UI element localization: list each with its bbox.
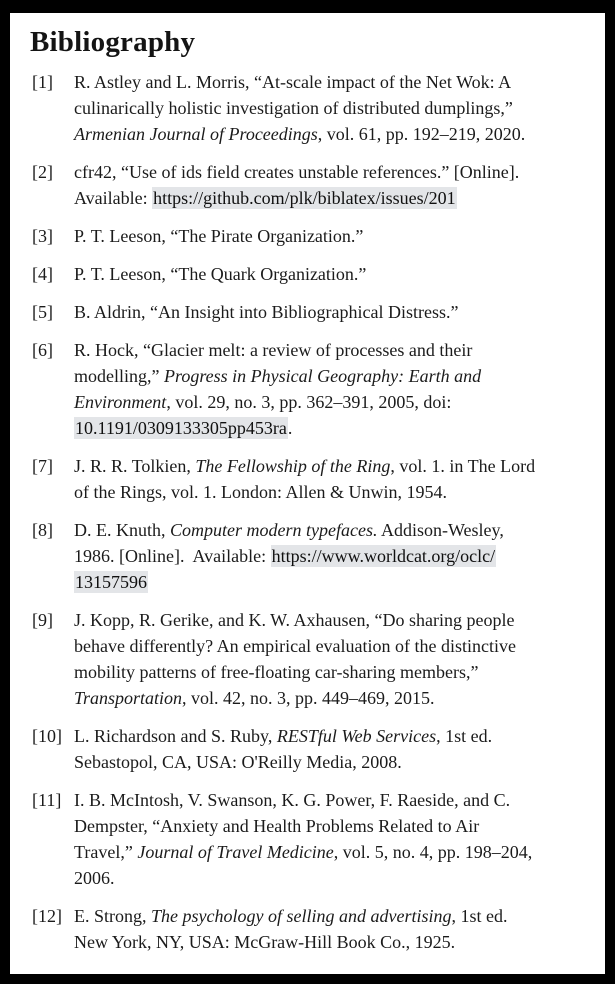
reference-text: of the Rings, vol. 1. London: Allen & Unwin, 1954. (74, 482, 447, 502)
document-page (10, 13, 605, 974)
reference-line (74, 299, 587, 325)
reference-line (74, 453, 587, 479)
reference-text: , vol. 1. in The Lord (390, 456, 536, 476)
reference-number: [9] (32, 610, 53, 630)
reference-number: [5] (32, 302, 53, 322)
reference-line (74, 813, 587, 839)
reference-line (74, 543, 587, 569)
reference-item (30, 299, 587, 325)
work-title-italic: Progress in Physical Geography: Earth and (163, 366, 482, 386)
reference-text: R. Hock, “Glacier melt: a review of processes and their (74, 340, 473, 360)
reference-line (74, 633, 587, 659)
reference-line (74, 159, 587, 185)
reference-item (30, 723, 587, 775)
reference-line (74, 69, 587, 95)
reference-text: Sebastopol, CA, USA: O'Reilly Media, 2008. (74, 752, 402, 772)
reference-text: 2006. (74, 868, 115, 888)
reference-number: [7] (32, 456, 53, 476)
reference-line (74, 415, 587, 441)
reference-text: . (287, 418, 293, 438)
reference-number: [12] (32, 906, 62, 926)
reference-text: E. Strong, (74, 906, 152, 926)
reference-line (74, 261, 587, 287)
reference-text: P. T. Leeson, “The Quark Organization.” (74, 264, 367, 284)
reference-line (74, 607, 587, 633)
reference-text: J. R. R. Tolkien, (74, 456, 196, 476)
work-title-italic: Computer modern typefaces. (170, 520, 378, 540)
hyperlink[interactable]: https://github.com/plk/biblatex/issues/201 (153, 188, 456, 208)
reference-text: B. Aldrin, “An Insight into Bibliographical Distress.” (74, 302, 459, 322)
reference-text: cfr42, “Use of ids field creates unstable references.” [Online]. (74, 162, 520, 182)
reference-text: culinarically holistic investigation of distributed dumplings,” (74, 98, 513, 118)
reference-item (30, 337, 587, 441)
reference-list (30, 69, 587, 955)
reference-number: [2] (32, 162, 53, 182)
hyperlink[interactable]: 10.1191/0309133305pp453ra (75, 418, 287, 438)
reference-line (74, 337, 587, 363)
reference-text: 1986. [Online]. Available: (74, 546, 271, 566)
reference-line (74, 929, 587, 955)
work-title-italic: The Fellowship of the Ring (195, 456, 391, 476)
reference-line (74, 839, 587, 865)
reference-text: behave differently? An empirical evaluation of the distinctive (74, 636, 517, 656)
reference-text: P. T. Leeson, “The Pirate Organization.” (74, 226, 364, 246)
work-title-italic: Environment (74, 392, 167, 412)
reference-text: , vol. 42, no. 3, pp. 449–469, 2015. (182, 688, 435, 708)
reference-text: , 1st ed. (436, 726, 493, 746)
reference-text: Addison-Wesley, (377, 520, 504, 540)
reference-number: [6] (32, 340, 53, 360)
reference-text: New York, NY, USA: McGraw-Hill Book Co., 1925. (74, 932, 456, 952)
reference-text: , vol. 29, no. 3, pp. 362–391, 2005, doi: (166, 392, 452, 412)
reference-item (30, 69, 587, 147)
reference-text: Dempster, “Anxiety and Health Problems Related to Air (74, 816, 480, 836)
reference-number: [8] (32, 520, 53, 540)
reference-line (74, 223, 587, 249)
reference-text: J. Kopp, R. Gerike, and K. W. Axhausen, “Do sharing people (74, 610, 515, 630)
reference-text: , vol. 5, no. 4, pp. 198–204, (333, 842, 533, 862)
reference-number: [10] (32, 726, 62, 746)
reference-line (74, 787, 587, 813)
reference-item (30, 261, 587, 287)
work-title-italic: The psychology of selling and advertising (151, 906, 452, 926)
reference-item (30, 607, 587, 711)
page-title: Bibliography (30, 26, 196, 58)
reference-item (30, 517, 587, 595)
reference-line (74, 363, 587, 389)
reference-text: mobility patterns of free-floating car-sharing members,” (74, 662, 479, 682)
reference-item (30, 787, 587, 891)
reference-line (74, 479, 587, 505)
reference-number: [1] (32, 72, 53, 92)
hyperlink[interactable]: https://www.worldcat.org/oclc/ (271, 546, 496, 566)
reference-text: Available: (74, 188, 153, 208)
reference-line (74, 903, 587, 929)
reference-text: R. Astley and L. Morris, “At-scale impact of the Net Wok: A (74, 72, 512, 92)
reference-line (74, 517, 587, 543)
reference-line (74, 569, 587, 595)
reference-item (30, 903, 587, 955)
work-title-italic: Transportation (74, 688, 183, 708)
reference-line (74, 685, 587, 711)
reference-item (30, 159, 587, 211)
reference-line (74, 95, 587, 121)
reference-line (74, 659, 587, 685)
reference-line (74, 723, 587, 749)
hyperlink[interactable]: 13157596 (75, 572, 147, 592)
work-title-italic: RESTful Web Services (276, 726, 437, 746)
reference-line (74, 749, 587, 775)
reference-line (74, 865, 587, 891)
reference-number: [4] (32, 264, 53, 284)
reference-text: D. E. Knuth, (74, 520, 170, 540)
reference-text: modelling,” (74, 366, 164, 386)
work-title-italic: Armenian Journal of Proceedings (74, 124, 318, 144)
reference-number: [3] (32, 226, 53, 246)
reference-text: I. B. McIntosh, V. Swanson, K. G. Power, F. Raeside, and C. (74, 790, 511, 810)
work-title-italic: Journal of Travel Medicine (137, 842, 334, 862)
reference-item (30, 453, 587, 505)
reference-line (74, 121, 587, 147)
reference-text: , vol. 61, pp. 192–219, 2020. (317, 124, 526, 144)
reference-line (74, 389, 587, 415)
reference-number: [11] (32, 790, 62, 810)
reference-item (30, 223, 587, 249)
reference-text: L. Richardson and S. Ruby, (74, 726, 277, 746)
reference-text: , 1st ed. (451, 906, 508, 926)
reference-text: Travel,” (74, 842, 138, 862)
reference-line (74, 185, 587, 211)
